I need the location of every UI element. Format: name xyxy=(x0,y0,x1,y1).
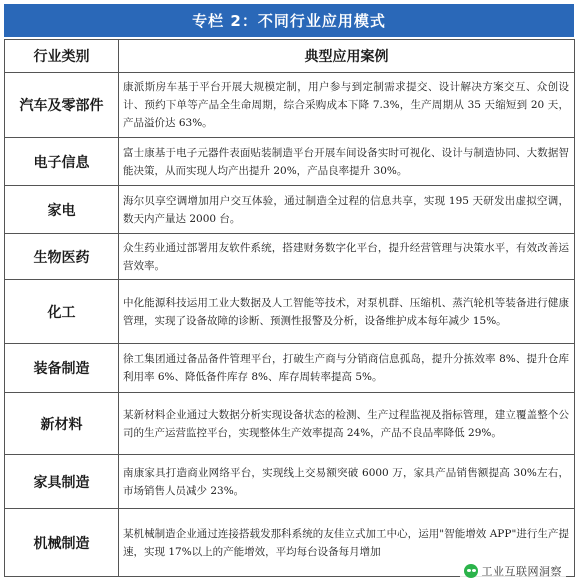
row-category: 家具制造 xyxy=(5,455,119,509)
row-category: 装备制造 xyxy=(5,344,119,393)
table-row xyxy=(5,280,575,344)
row-category: 化工 xyxy=(5,280,119,344)
row-case-text: 中化能源科技运用工业大数据及人工智能等技术，对泵机群、压缩机、蒸汽轮机等装备进行健康管理，实现了设备故障的诊断、预测性报警及分析，设备维护成本每年减少 15%。 xyxy=(119,280,575,344)
watermark xyxy=(460,562,567,580)
row-case-text: 富士康基于电子元器件表面贴装制造平台开展车间设备实时可视化、设计与制造协同、大数据智能决策，从而实现人均产出提升 20%，产品良率提升 30%。 xyxy=(119,138,575,186)
row-category: 机械制造 xyxy=(5,509,119,577)
table-row xyxy=(5,138,575,186)
wechat-icon xyxy=(464,564,478,578)
table-row xyxy=(5,186,575,234)
table-row xyxy=(5,73,575,138)
table-row xyxy=(5,234,575,280)
header-category: 行业类别 xyxy=(5,40,119,73)
table-header-row xyxy=(5,40,575,73)
row-case-text: 某新材料企业通过大数据分析实现设备状态的检测、生产过程监视及指标管理，建立覆盖整个公司的生产运营监控平台，实现整体生产效率提高 24%，产品不良品率降低 29%。 xyxy=(119,393,575,455)
header-cases: 典型应用案例 xyxy=(119,40,575,73)
row-category: 生物医药 xyxy=(5,234,119,280)
industry-table xyxy=(4,39,575,577)
row-case-text: 南康家具打造商业网络平台，实现线上交易额突破 6000 万，家具产品销售额提高 30%左右，市场销售人员减少 23%。 xyxy=(119,455,575,509)
row-category: 电子信息 xyxy=(5,138,119,186)
table-row xyxy=(5,455,575,509)
row-category: 家电 xyxy=(5,186,119,234)
row-case-text: 某机械制造企业通过连接搭载发那科系统的友佳立式加工中心，运用"智能增效 APP"进行生产提速，实现 17%以上的产能增效，平均每台设备每月增加 xyxy=(119,509,575,577)
table-row xyxy=(5,393,575,455)
table-row xyxy=(5,344,575,393)
column-title: 专栏 2：不同行业应用模式 xyxy=(4,4,574,37)
row-case-text: 康派斯房车基于平台开展大规模定制，用户参与到定制需求提交、设计解决方案交互、众创设计、预约下单等产品全生命周期，综合采购成本下降 7.3%，生产周期从 35 天缩短到 20 天，产品溢价达 63%。 xyxy=(119,73,575,138)
row-case-text: 海尔贝享空调增加用户交互体验，通过制造全过程的信息共享，实现 195 天研发出虚拟空调，数天内产量达 2000 台。 xyxy=(119,186,575,234)
row-case-text: 徐工集团通过备品备件管理平台，打破生产商与分销商信息孤岛，提升分拣效率 8%、提升仓库利用率 6%、降低备件库存 8%、库存周转率提高 5%。 xyxy=(119,344,575,393)
watermark-text: 工业互联网洞察 xyxy=(481,565,562,578)
row-category: 汽车及零部件 xyxy=(5,73,119,138)
row-case-text: 众生药业通过部署用友软件系统，搭建财务数字化平台，提升经营管理与决策水平，有效改善运营效率。 xyxy=(119,234,575,280)
row-category: 新材料 xyxy=(5,393,119,455)
